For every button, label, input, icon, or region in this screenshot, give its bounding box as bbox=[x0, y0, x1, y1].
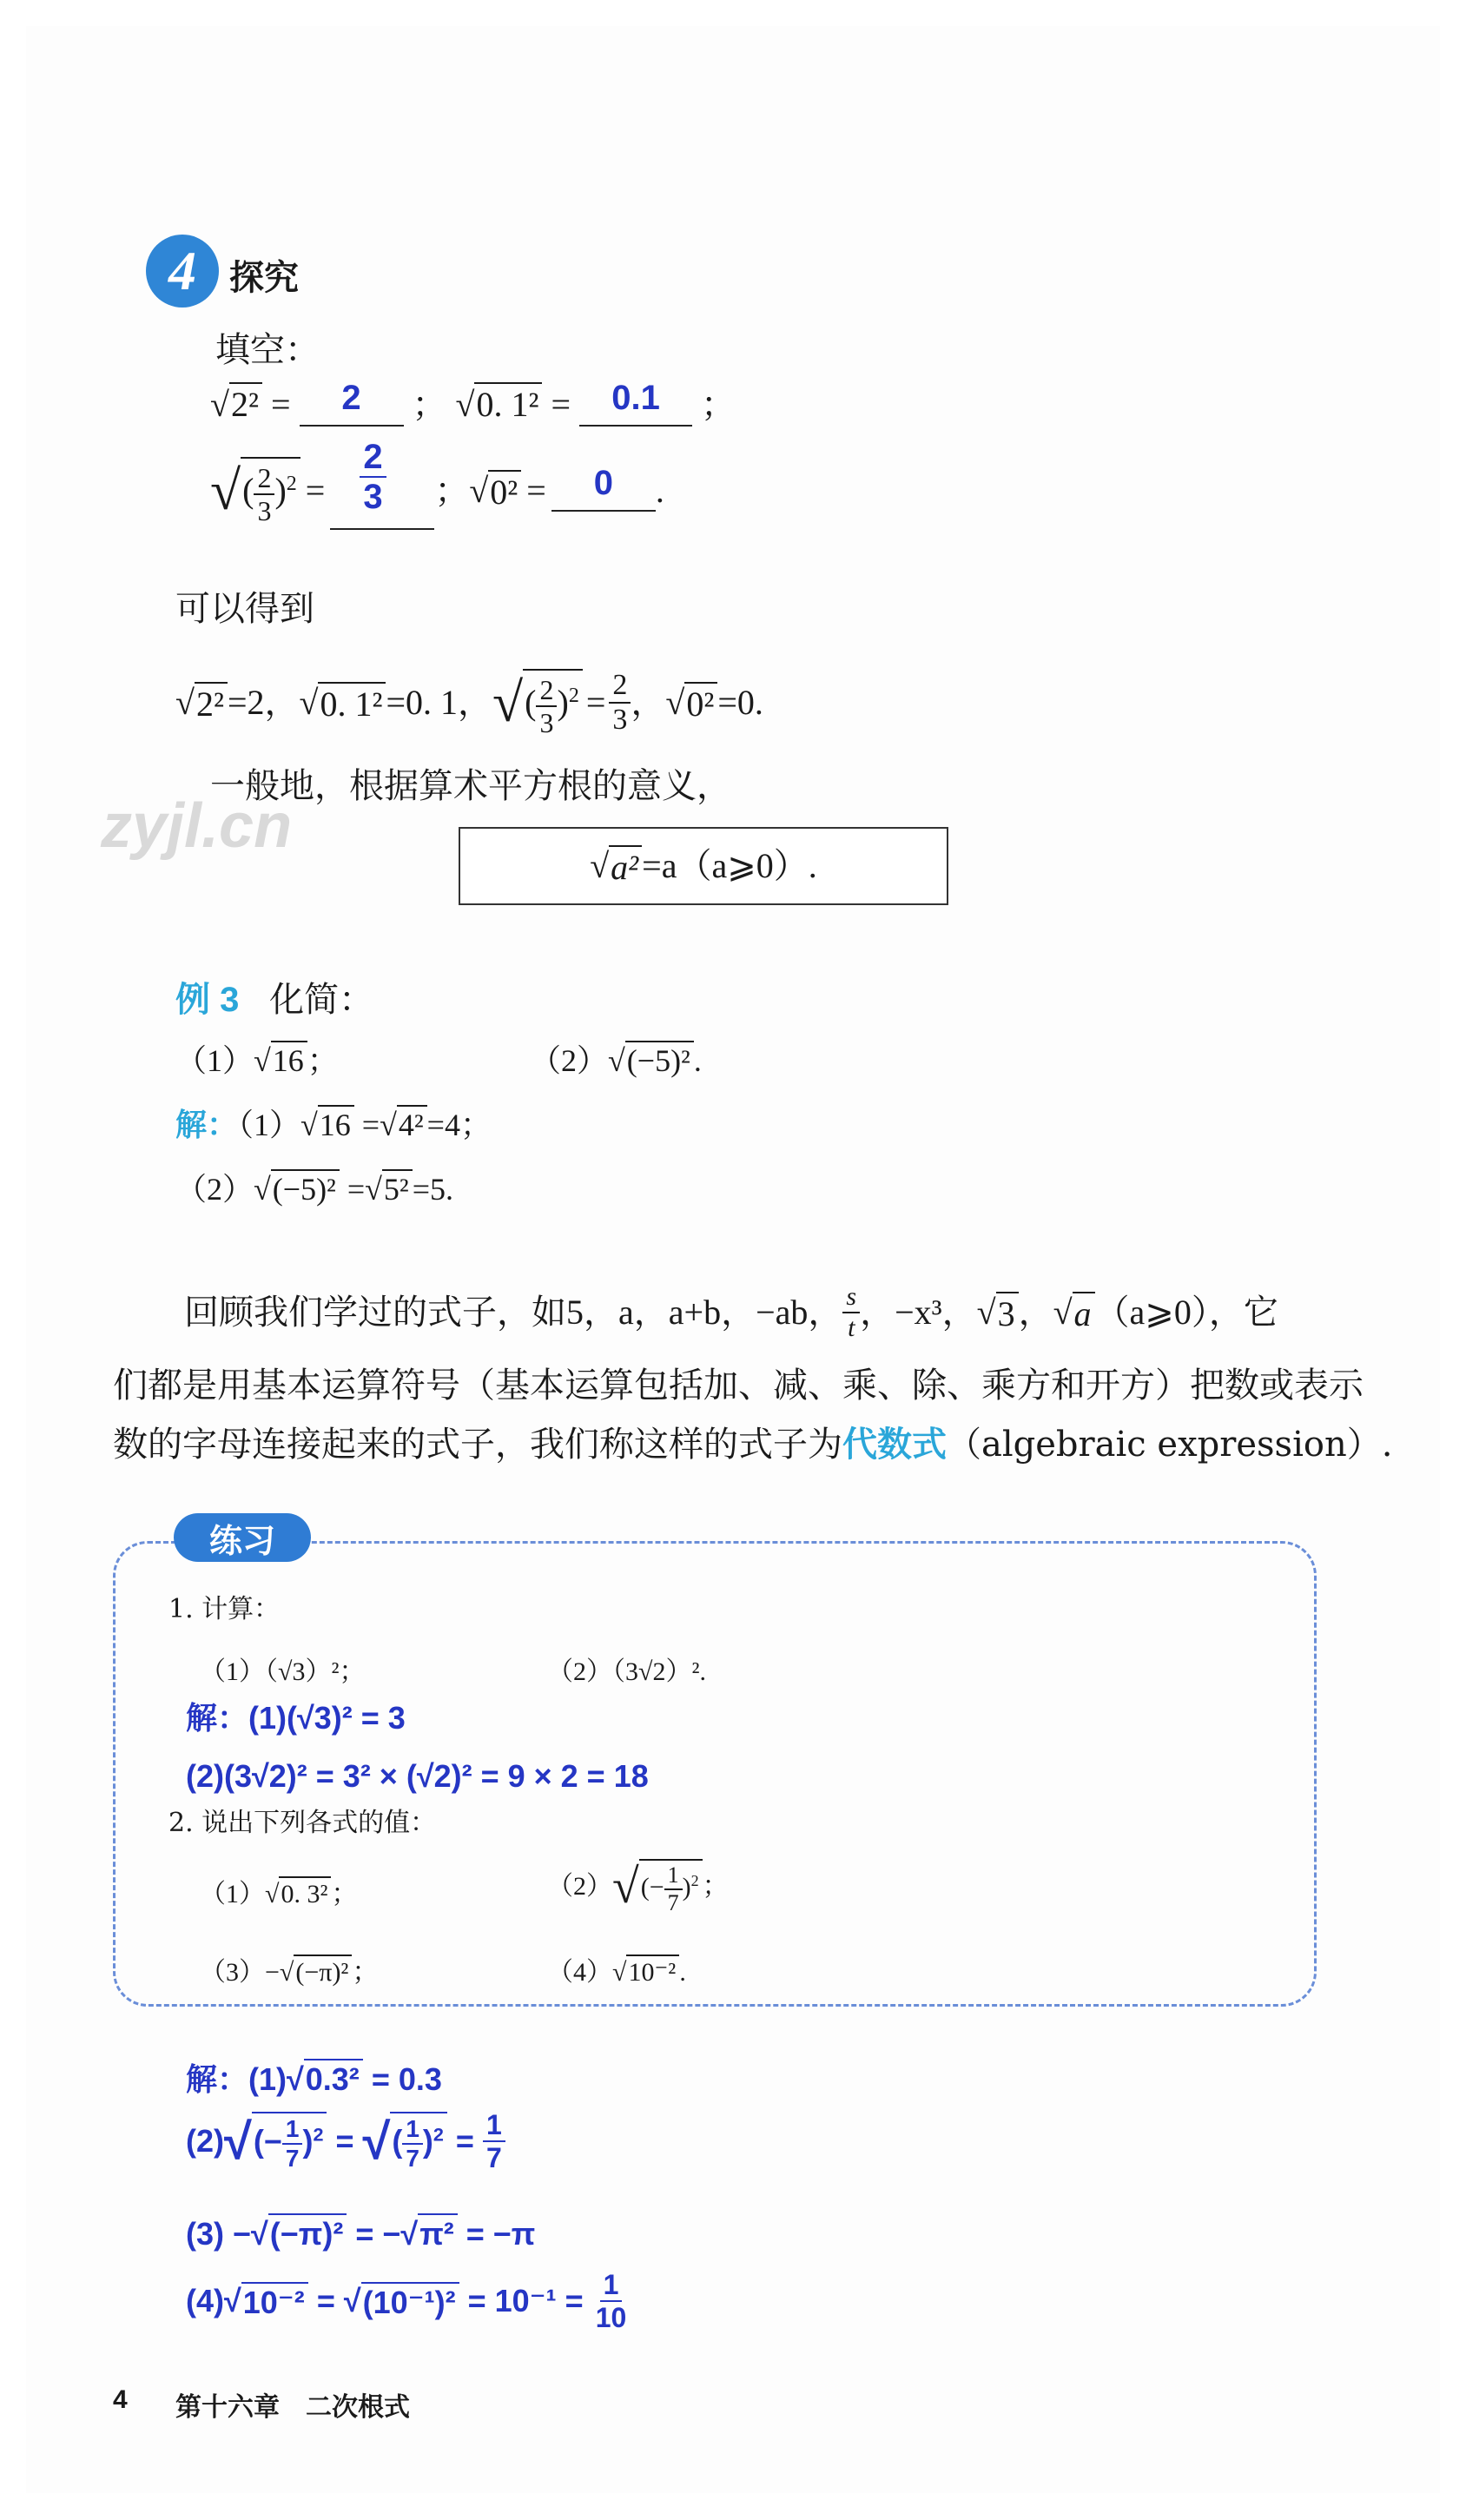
conclude-label: 可以得到 bbox=[175, 589, 314, 629]
blank-line-2: √ ( $\frac{2}{3}$ )$^2$ = $\frac{2}{3}$ ； √ 0² = 0 . bbox=[210, 452, 664, 530]
radicand: 0. 1² bbox=[474, 382, 542, 424]
review-line-3: 数的字母连接起来的式子，我们称这样的式子为代数式（algebraic expression）. bbox=[113, 1425, 1393, 1465]
handwritten-answer-q2-1: 解：(1)√0.3² = 0.3 bbox=[186, 2055, 442, 2100]
formula-rest: =a（a⩾0）. bbox=[642, 846, 817, 885]
exercise-q2-4: （4）√10⁻² . bbox=[547, 1954, 686, 1988]
exercise-q1-b: （2）（3√2）². bbox=[547, 1657, 706, 1686]
term-algebraic-expression: 代数式 bbox=[842, 1425, 947, 1464]
example-title: 化简： bbox=[269, 980, 374, 1020]
exercise-q2-1: （1）√0. 3² ； bbox=[200, 1876, 357, 1910]
review-line-2: 们都是用基本运算符号（基本运算包括加、减、乘、除、乘方和开方）把数或表示 bbox=[113, 1366, 1364, 1406]
exercise-q2-2: （2） √ (− $\frac{1}{7}$ )$^2$ ； bbox=[547, 1860, 729, 1916]
solution-label: 解： bbox=[175, 1107, 239, 1142]
answer-blank-1[interactable]: 2 bbox=[300, 385, 404, 427]
example-solution-2: （2）√(−5)² =√5² =5. bbox=[175, 1169, 453, 1207]
exercise-q2-3: （3）−√(−π)² ； bbox=[200, 1954, 378, 1988]
answer-blank-3[interactable]: $\frac{2}{3}$ bbox=[330, 452, 434, 530]
conclude-line: √ 2² =2， √ 0. 1² =0. 1， √ ( $\frac{2}{3}$ )$^2$ = $\frac{2}{3}$ ， √ 0² =0. bbox=[175, 669, 763, 738]
exercise-q1-a: （1）（√3）²； bbox=[200, 1657, 366, 1686]
general-statement: 一般地，根据算术平方根的意义， bbox=[210, 766, 731, 806]
watermark-logo: zyjl.cn bbox=[101, 791, 293, 861]
example-label: 例 3 bbox=[175, 981, 240, 1019]
radicand: 0² bbox=[488, 470, 521, 512]
review-line-1: 回顾我们学过的式子，如5，a，a+b，−ab， $\frac{s}{t}$ ，−x³， √ 3 ， √ a （a⩾0），它 bbox=[184, 1282, 1278, 1342]
answer-blank-2[interactable]: 0.1 bbox=[579, 385, 692, 427]
radicand: 0² bbox=[684, 682, 717, 724]
radicand: 2² bbox=[195, 682, 228, 724]
formula-radicand: a² bbox=[609, 845, 642, 887]
value-text: =0. bbox=[717, 683, 763, 722]
example-q1: （1）√16 ； bbox=[175, 1041, 339, 1079]
chapter-title: 第十六章 二次根式 bbox=[175, 2392, 410, 2423]
handwritten-answer-q2-2: (2) √ (− $\frac{1}{7}$ )$^2$ = √ ( $\frac{1}{7}$ )$^2$ = $\frac{1}{7}$ bbox=[186, 2111, 505, 2172]
example-solution-1: 解：（1）√16 =√4² =4； bbox=[175, 1107, 492, 1142]
handwritten-answer-q2-3: (3) −√(−π)² = −√π² = −π bbox=[186, 2213, 535, 2252]
radicand-fraction: ( $\frac{2}{3}$ )$^2$ bbox=[241, 457, 300, 525]
value-text: =2， bbox=[227, 683, 300, 722]
exercise-q1-title: 1. 计算： bbox=[168, 1594, 281, 1624]
section-title: 探究 bbox=[229, 259, 299, 297]
exercise-tab: 练习 bbox=[174, 1513, 311, 1562]
example-q2: （2）√(−5)² . bbox=[530, 1041, 702, 1079]
explore-prompt: 填空： bbox=[215, 330, 320, 370]
value-text: =0. 1， bbox=[386, 683, 493, 722]
exercise-q2-title: 2. 说出下列各式的值： bbox=[168, 1808, 437, 1838]
handwritten-answer-q1b: (2)(3√2)² = 3² × (√2)² = 9 × 2 = 18 bbox=[186, 1758, 649, 1794]
blank-line-1: √2² = 2 ； √0. 1² = 0.1 ； bbox=[210, 382, 736, 427]
radicand: 2² bbox=[229, 382, 262, 424]
explore-section-icon: 4 bbox=[146, 235, 219, 308]
handwritten-answer-q2-4: (4) √ 10⁻² = √ (10⁻¹)² = 10⁻¹ = $\frac{1}{10}$ bbox=[186, 2269, 627, 2333]
textbook-page bbox=[26, 26, 1440, 2493]
handwritten-answer-q1a: 解：(1)(√3)² = 3 bbox=[186, 1700, 406, 1736]
key-formula-box: √ a² =a（a⩾0）. bbox=[459, 827, 948, 905]
page-number: 4 bbox=[113, 2385, 128, 2414]
example-heading bbox=[175, 980, 373, 1020]
radicand: 0. 1² bbox=[318, 682, 386, 724]
answer-blank-4[interactable]: 0 bbox=[551, 470, 656, 512]
